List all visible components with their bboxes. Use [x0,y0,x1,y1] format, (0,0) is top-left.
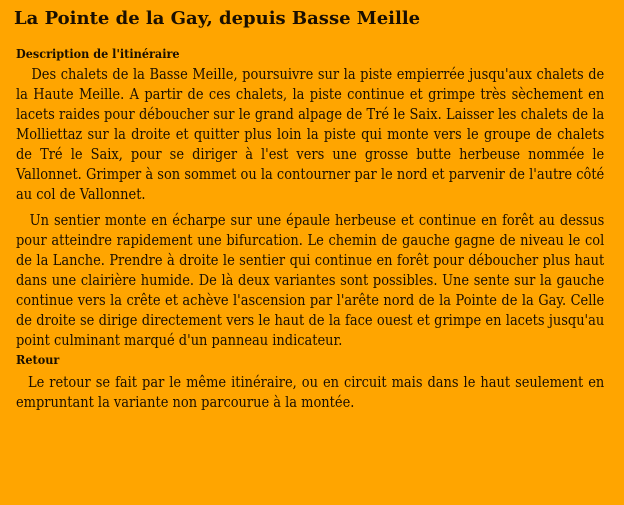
retour-paragraph: Le retour se fait par le même itinéraire, ou en circuit mais dans le haut seulement en empruntant la variante non parcourue à la montée. [16,373,605,411]
section-description [16,46,606,350]
description-paragraph-1: Des chalets de la Basse Meille, poursuivre sur la piste empierrée jusqu'aux chalets de la Haute Meille. A partir de ces chalets, la piste continue et grimpe très sèchement en lacets raides pour déboucher sur le grand alpage de Tré le Saix. Laisser les chalets de la Molliettaz sur la droite et quitter plus loin la piste qui monte vers le groupe de chalets de Tré le Saix, pour se diriger à l'est vers une grosse butte herbeuse nommée le Vallonnet. Grimper à son sommet ou la contourner par le nord et parvenir de l'autre côté au col de Vallonnet. [16,65,605,203]
section-heading-description: Description de l'itinéraire [16,46,180,61]
section-heading-retour: Retour [16,352,60,367]
route-content [14,46,606,412]
description-paragraph-2: Un sentier monte en écharpe sur une épaule herbeuse et continue en forêt au dessus pour atteindre rapidement une bifurcation. Le chemin de gauche gagne de niveau le col de la Lanche. Prendre à droite le sentier qui continue en forêt pour déboucher plus haut dans une clairière humide. De là deux variantes sont possibles. Une sente sur la gauche continue vers la crête et achève l'ascension par l'arête nord de la Pointe de la Gay. Celle de droite se dirige directement vers le haut de la face ouest et grimpe en lacets jusqu'au point culminant marqué d'un panneau indicateur. [16,211,605,349]
section-retour [16,352,606,412]
page-title: La Pointe de la Gay, depuis Basse Meille [14,8,421,29]
